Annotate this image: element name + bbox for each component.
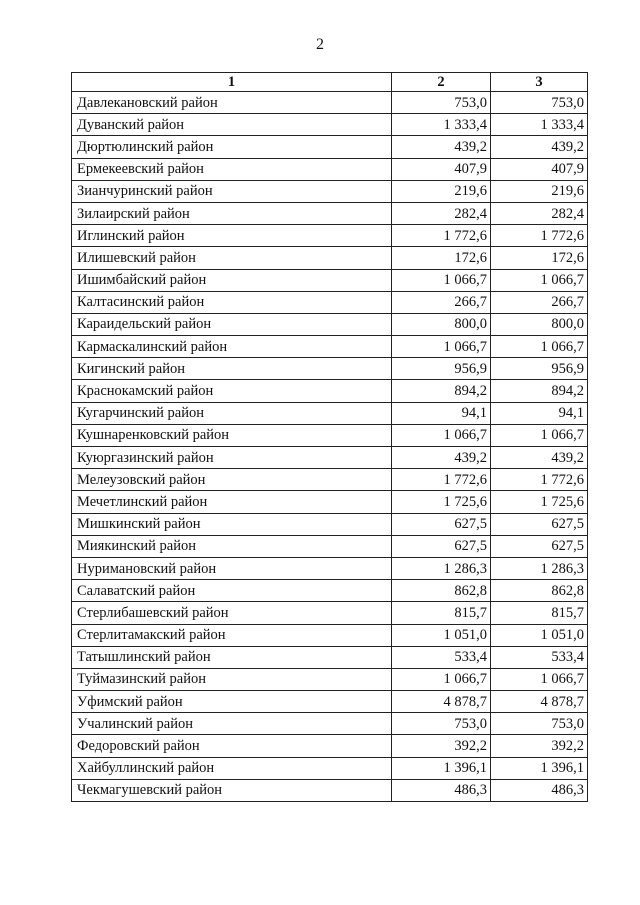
value-col2-cell: 4 878,7 [392, 691, 491, 713]
value-col2-cell: 627,5 [392, 513, 491, 535]
value-col2-cell: 439,2 [392, 136, 491, 158]
district-name-cell: Зилаирский район [72, 202, 392, 224]
table-row [72, 424, 588, 446]
district-table [71, 72, 588, 802]
value-col3-cell: 172,6 [491, 247, 588, 269]
value-col2-cell: 266,7 [392, 291, 491, 313]
value-col3-cell: 800,0 [491, 313, 588, 335]
value-col2-cell: 172,6 [392, 247, 491, 269]
district-name-cell: Караидельский район [72, 313, 392, 335]
value-col3-cell: 1 066,7 [491, 424, 588, 446]
value-col2-cell: 1 772,6 [392, 225, 491, 247]
district-name-cell: Кармаскалинский район [72, 336, 392, 358]
value-col3-cell: 956,9 [491, 358, 588, 380]
value-col2-cell: 862,8 [392, 580, 491, 602]
table-row [72, 269, 588, 291]
table-row [72, 247, 588, 269]
value-col2-cell: 407,9 [392, 158, 491, 180]
district-name-cell: Кигинский район [72, 358, 392, 380]
value-col3-cell: 266,7 [491, 291, 588, 313]
table-row [72, 469, 588, 491]
district-name-cell: Миякинский район [72, 535, 392, 557]
district-name-cell: Стерлитамакский район [72, 624, 392, 646]
value-col3-cell: 753,0 [491, 713, 588, 735]
district-name-cell: Нуримановский район [72, 557, 392, 579]
district-name-cell: Давлекановский район [72, 92, 392, 114]
value-col3-cell: 486,3 [491, 779, 588, 801]
page-number: 2 [316, 36, 324, 53]
table-row [72, 202, 588, 224]
district-name-cell: Калтасинский район [72, 291, 392, 313]
table-row [72, 158, 588, 180]
value-col3-cell: 1 066,7 [491, 336, 588, 358]
value-col3-cell: 1 051,0 [491, 624, 588, 646]
table-row [72, 624, 588, 646]
value-col2-cell: 94,1 [392, 402, 491, 424]
value-col3-cell: 439,2 [491, 136, 588, 158]
value-col3-cell: 1 333,4 [491, 114, 588, 136]
value-col3-cell: 894,2 [491, 380, 588, 402]
value-col2-cell: 753,0 [392, 713, 491, 735]
value-col3-cell: 4 878,7 [491, 691, 588, 713]
table-row [72, 557, 588, 579]
table-row [72, 668, 588, 690]
table-row [72, 713, 588, 735]
table-row [72, 92, 588, 114]
value-col3-cell: 94,1 [491, 402, 588, 424]
table-row [72, 779, 588, 801]
value-col3-cell: 627,5 [491, 535, 588, 557]
value-col3-cell: 282,4 [491, 202, 588, 224]
value-col2-cell: 1 066,7 [392, 269, 491, 291]
district-name-cell: Татышлинский район [72, 646, 392, 668]
district-name-cell: Федоровский район [72, 735, 392, 757]
table-row [72, 180, 588, 202]
table-row [72, 358, 588, 380]
district-name-cell: Чекмагушевский район [72, 779, 392, 801]
value-col3-cell: 392,2 [491, 735, 588, 757]
value-col3-cell: 439,2 [491, 447, 588, 469]
table-row [72, 313, 588, 335]
district-name-cell: Ермекеевский район [72, 158, 392, 180]
value-col2-cell: 815,7 [392, 602, 491, 624]
value-col2-cell: 1 051,0 [392, 624, 491, 646]
district-name-cell: Дюртюлинский район [72, 136, 392, 158]
value-col2-cell: 800,0 [392, 313, 491, 335]
table-body [72, 92, 588, 802]
district-name-cell: Краснокамский район [72, 380, 392, 402]
value-col3-cell: 1 772,6 [491, 225, 588, 247]
value-col2-cell: 533,4 [392, 646, 491, 668]
column-header-3: 3 [491, 73, 588, 92]
column-header-2: 2 [392, 73, 491, 92]
district-name-cell: Туймазинский район [72, 668, 392, 690]
value-col2-cell: 392,2 [392, 735, 491, 757]
district-name-cell: Салаватский район [72, 580, 392, 602]
district-name-cell: Кушнаренковский район [72, 424, 392, 446]
district-name-cell: Кугарчинский район [72, 402, 392, 424]
table-row [72, 491, 588, 513]
value-col2-cell: 627,5 [392, 535, 491, 557]
value-col2-cell: 1 066,7 [392, 424, 491, 446]
district-name-cell: Куюргазинский район [72, 447, 392, 469]
table-row [72, 447, 588, 469]
value-col3-cell: 1 286,3 [491, 557, 588, 579]
table-row [72, 380, 588, 402]
district-name-cell: Мелеузовский район [72, 469, 392, 491]
value-col3-cell: 1 772,6 [491, 469, 588, 491]
table-row [72, 291, 588, 313]
district-name-cell: Стерлибашевский район [72, 602, 392, 624]
district-name-cell: Учалинский район [72, 713, 392, 735]
value-col2-cell: 1 772,6 [392, 469, 491, 491]
value-col3-cell: 1 396,1 [491, 757, 588, 779]
value-col3-cell: 862,8 [491, 580, 588, 602]
value-col2-cell: 1 396,1 [392, 757, 491, 779]
value-col3-cell: 1 066,7 [491, 269, 588, 291]
district-name-cell: Хайбуллинский район [72, 757, 392, 779]
value-col3-cell: 1 725,6 [491, 491, 588, 513]
value-col3-cell: 219,6 [491, 180, 588, 202]
value-col3-cell: 753,0 [491, 92, 588, 114]
table-row [72, 513, 588, 535]
table-row [72, 336, 588, 358]
table-row [72, 225, 588, 247]
value-col2-cell: 219,6 [392, 180, 491, 202]
district-name-cell: Илишевский район [72, 247, 392, 269]
value-col2-cell: 1 333,4 [392, 114, 491, 136]
district-name-cell: Ишимбайский район [72, 269, 392, 291]
district-name-cell: Мишкинский район [72, 513, 392, 535]
value-col3-cell: 815,7 [491, 602, 588, 624]
table-row [72, 602, 588, 624]
value-col2-cell: 753,0 [392, 92, 491, 114]
value-col3-cell: 533,4 [491, 646, 588, 668]
header-row [72, 73, 588, 92]
value-col2-cell: 1 725,6 [392, 491, 491, 513]
value-col2-cell: 1 286,3 [392, 557, 491, 579]
table-row [72, 136, 588, 158]
value-col2-cell: 439,2 [392, 447, 491, 469]
value-col3-cell: 627,5 [491, 513, 588, 535]
district-name-cell: Зианчуринский район [72, 180, 392, 202]
value-col2-cell: 1 066,7 [392, 668, 491, 690]
column-header-1: 1 [72, 73, 392, 92]
table-row [72, 646, 588, 668]
table-header [72, 73, 588, 92]
table-row [72, 114, 588, 136]
value-col2-cell: 1 066,7 [392, 336, 491, 358]
table-row [72, 580, 588, 602]
district-name-cell: Дуванский район [72, 114, 392, 136]
district-name-cell: Уфимский район [72, 691, 392, 713]
table-row [72, 691, 588, 713]
value-col3-cell: 1 066,7 [491, 668, 588, 690]
table-row [72, 757, 588, 779]
value-col2-cell: 956,9 [392, 358, 491, 380]
value-col2-cell: 282,4 [392, 202, 491, 224]
value-col2-cell: 894,2 [392, 380, 491, 402]
value-col2-cell: 486,3 [392, 779, 491, 801]
table-row [72, 735, 588, 757]
table-row [72, 535, 588, 557]
district-name-cell: Мечетлинский район [72, 491, 392, 513]
table-row [72, 402, 588, 424]
value-col3-cell: 407,9 [491, 158, 588, 180]
district-name-cell: Иглинский район [72, 225, 392, 247]
